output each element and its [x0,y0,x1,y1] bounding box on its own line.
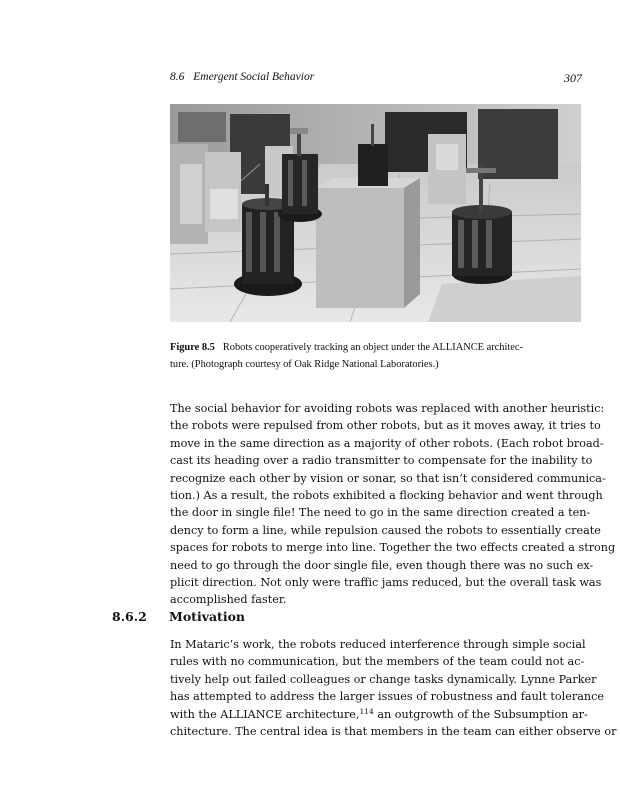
paragraph-motivation [170,636,617,740]
caption-line-1 [170,339,582,356]
text-line: the robots were repulsed from other robots, but as it moves away, it tries to [170,419,601,433]
figure-label: Figure 8.5 [170,342,215,353]
header-section-title: Emergent Social Behavior [193,71,315,83]
section-heading [112,609,245,624]
text-line: need to go through the door single file, even though there was no such ex- [170,558,594,572]
header-section [170,71,314,83]
text-line: tively help out failed colleagues or change tasks dynamically. Lynne Parker [170,672,597,686]
text-line: accomplished faster. [170,593,287,607]
text-line: rules with no communication, but the members of the team could not ac- [170,655,585,669]
section-number: 8.6.2 [112,609,147,624]
text-fragment: with the ALLIANCE architecture, [170,707,360,721]
text-line-with-footnote [170,706,588,723]
text-line: cast its heading over a radio transmitter to compensate for the inability to [170,454,593,468]
text-line: dency to form a line, while repulsion caused the robots to essentially create [170,523,601,537]
figure-caption [170,339,582,373]
caption-line-2: ture. (Photograph courtesy of Oak Ridge National Laboratories.) [170,359,439,370]
running-header [170,71,582,87]
text-line: spaces for robots to merge into line. Together the two effects created a strong [170,541,616,555]
header-section-number: 8.6 [170,71,185,83]
text-fragment: an outgrowth of the Subsumption ar- [373,707,588,721]
text-line: chitecture. The central idea is that members in the team can either observe or [170,725,617,739]
caption-text-1: Robots cooperatively tracking an object under the ALLIANCE architec- [222,342,523,353]
text-line: move in the same direction as a majority of other robots. (Each robot broad- [170,436,604,450]
paragraph-social-behavior [170,400,616,609]
footnote-reference[interactable]: 114 [359,706,374,716]
text-line: tion.) As a result, the robots exhibited a flocking behavior and went through [170,489,603,503]
text-line: plicit direction. Not only were traffic jams reduced, but the overall task was [170,576,602,590]
page-number: 307 [564,71,582,85]
text-line: the door in single file! The need to go in the same direction created a ten- [170,506,591,520]
text-line: recognize each other by vision or sonar, so that isn’t considered communica- [170,471,606,485]
section-title: Motivation [169,609,246,624]
text-line: In Mataric’s work, the robots reduced interference through simple social [170,638,586,651]
robots-photograph [170,104,581,322]
text-line: The social behavior for avoiding robots was replaced with another heuristic: [170,402,605,415]
text-line: has attempted to address the larger issues of robustness and fault tolerance [170,690,604,704]
figure-photo [170,104,581,322]
